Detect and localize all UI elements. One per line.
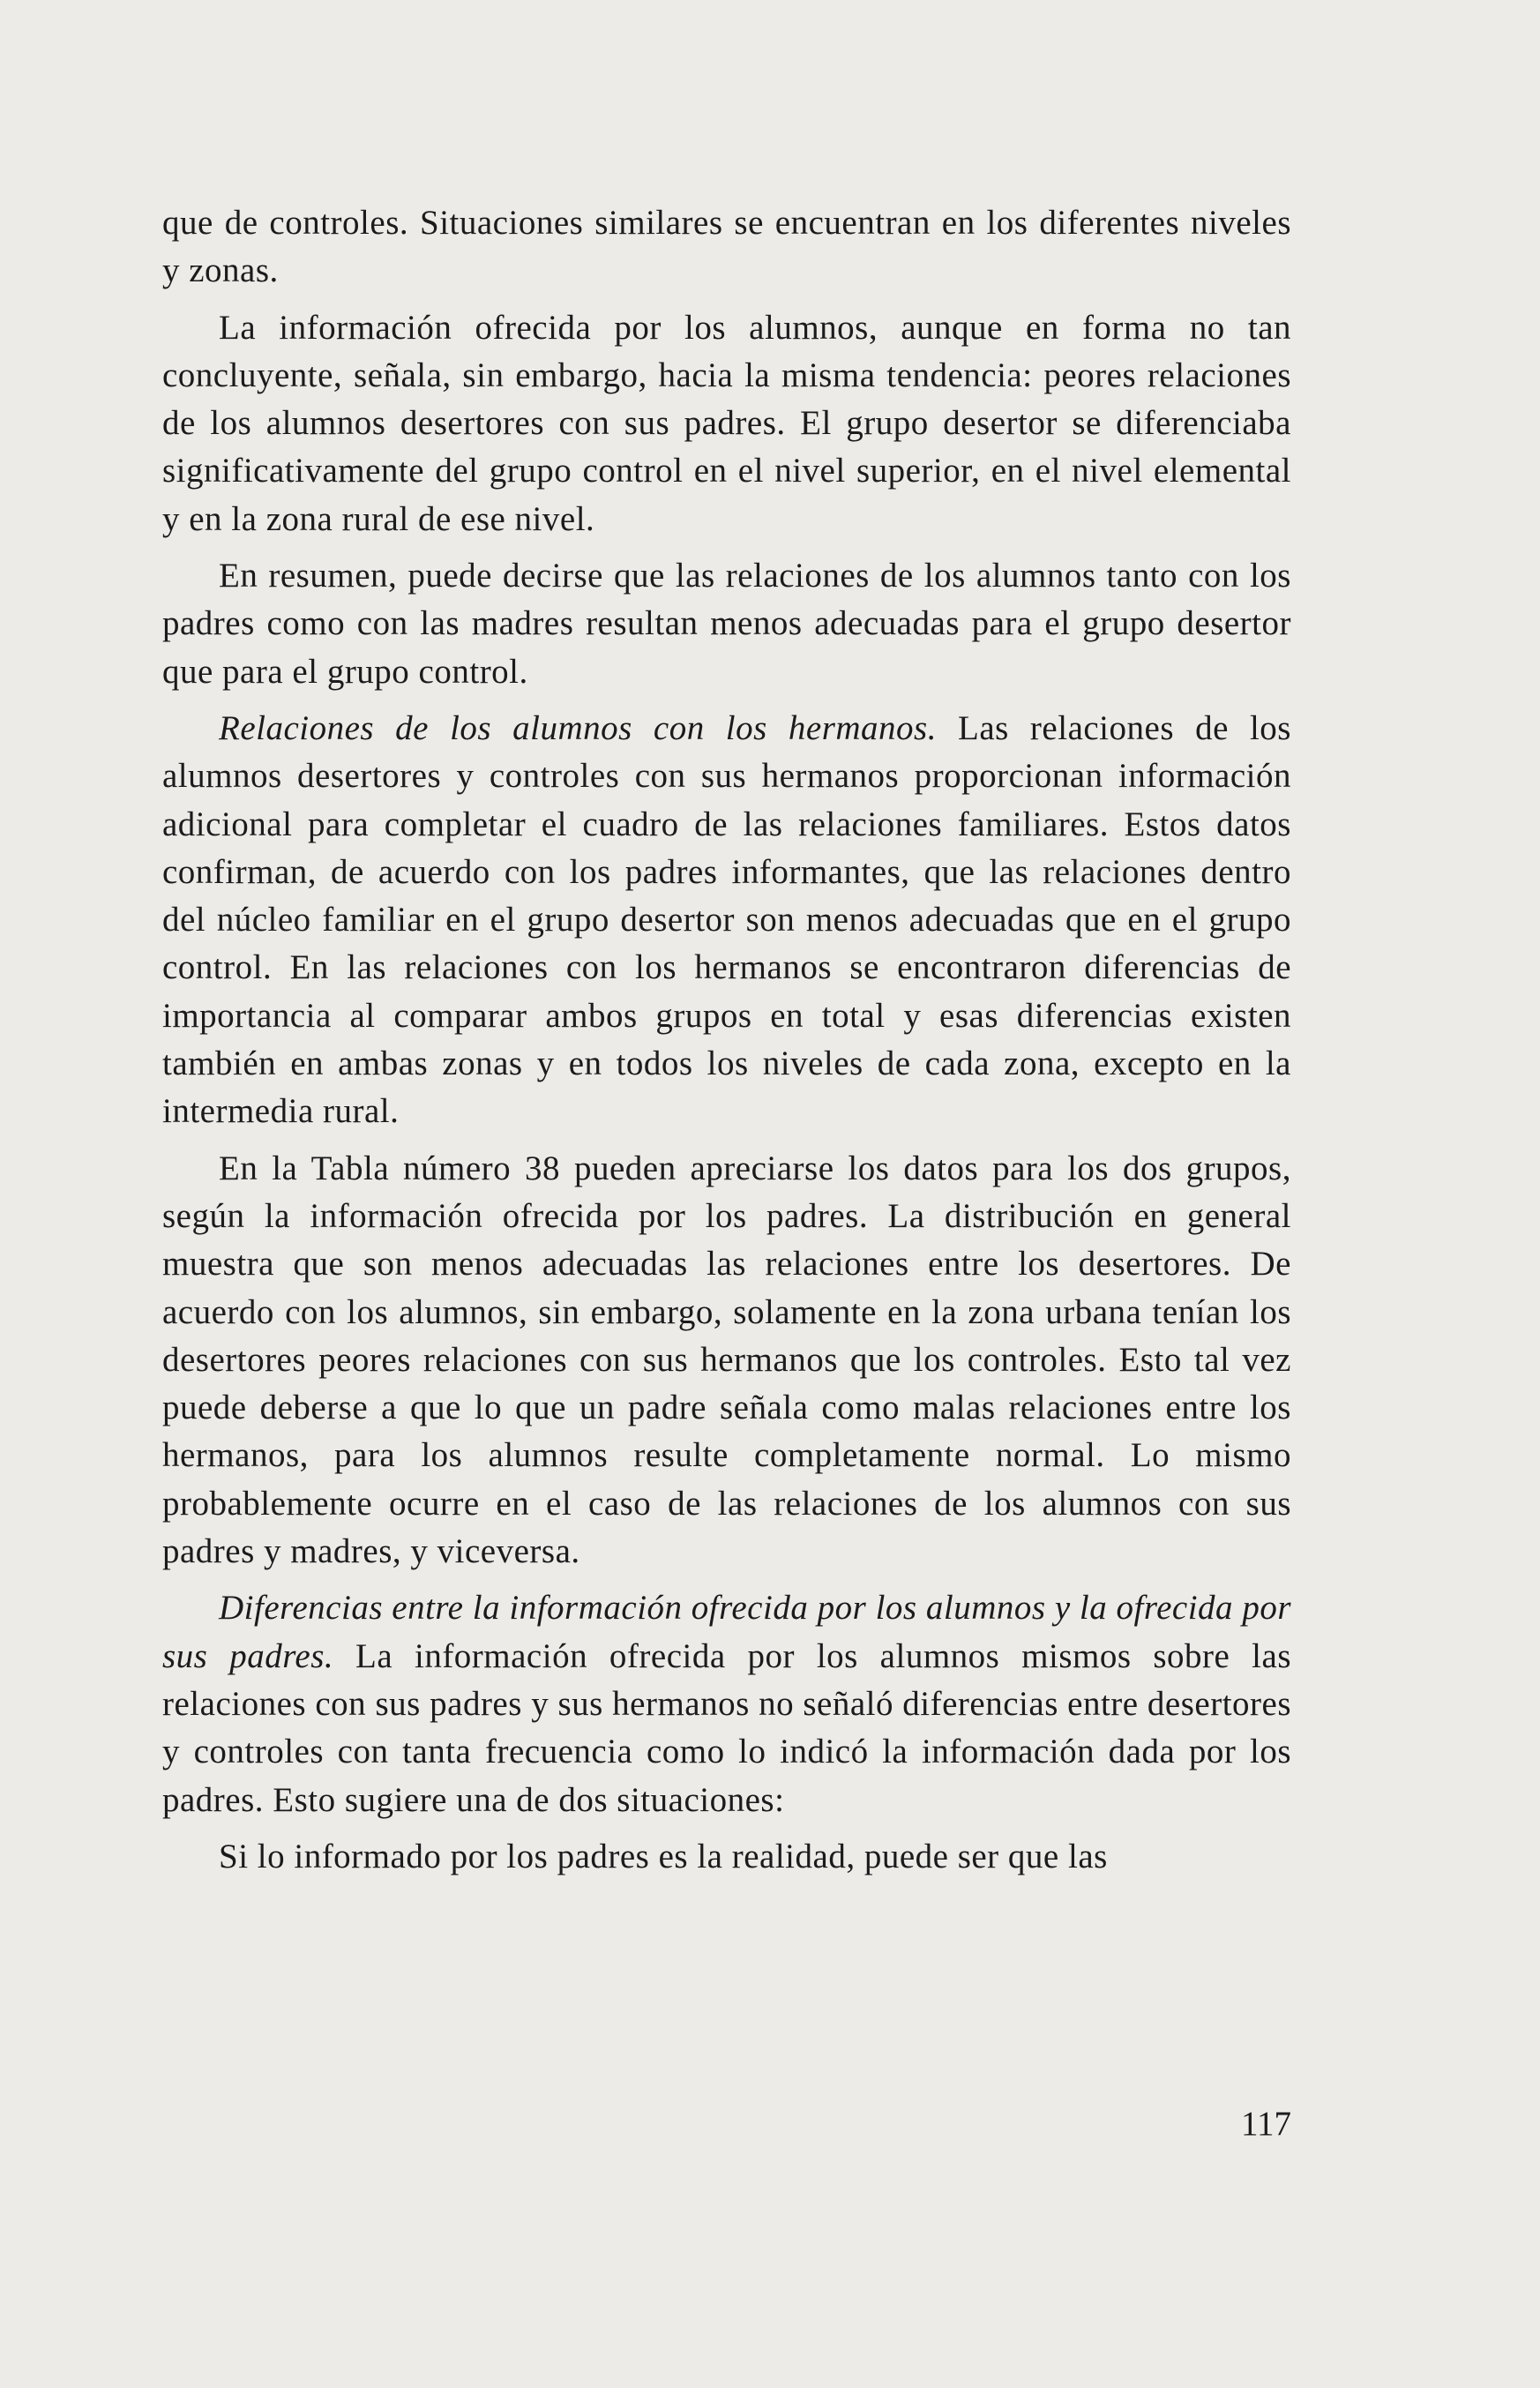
paragraph (162, 1833, 1291, 1881)
paragraph-text: La información ofrecida por los alumnos, aunque en forma no tan concluyente, señala, sin embargo, hacia la misma tendencia: peores relaciones de los alumnos desertores con sus padres. El grupo desertor se diferenciaba significativamente del grupo control en el nivel superior, en el nivel elemental y en la zona rural de ese nivel. (162, 308, 1291, 538)
paragraph-text: En resumen, puede decirse que las relaciones de los alumnos tanto con los padres como con las madres resultan menos adecuadas para el grupo desertor que para el grupo control. (162, 557, 1291, 691)
paragraph (162, 304, 1291, 543)
paragraph (162, 552, 1291, 696)
body-text (162, 199, 1291, 1881)
paragraph (162, 199, 1291, 296)
paragraph-text: La información ofrecida por los alumnos mismos sobre las relaciones con sus padres y sus hermanos no señaló diferencias entre desertores y controles con tanta frecuencia como lo indicó la información dada por los padres. Esto sugiere una de dos situaciones: (162, 1636, 1291, 1819)
paragraph-text: Las relaciones de los alumnos desertores y controles con sus hermanos proporcionan información adicional para completar el cuadro de las relaciones familiares. Estos datos confirman, de acuerdo con los padres informantes, que las relaciones dentro del núcleo familiar en el grupo desertor son menos adecuadas que en el grupo control. En las relaciones con los hermanos se encontraron diferencias de importancia al comparar ambos grupos en total y esas diferencias existen también en ambas zonas y en todos los niveles de cada zona, excepto en la intermedia rural. (162, 708, 1291, 1131)
page-number: 117 (1240, 2105, 1291, 2143)
paragraph (162, 705, 1291, 1136)
paragraph (162, 1145, 1291, 1576)
paragraph-heading: Diferencias entre la información ofrecida por los alumnos y la ofrecida por sus padres. (162, 1589, 1291, 1675)
paragraph-text: En la Tabla número 38 pueden apreciarse los datos para los dos grupos, según la información ofrecida por los padres. La distribución en general muestra que son menos adecuadas las relaciones entre los desertores. De acuerdo con los alumnos, sin embargo, solamente en la zona urbana tenían los desertores peores relaciones con sus hermanos que los controles. Esto tal vez puede deberse a que lo que un padre señala como malas relaciones entre los hermanos, para los alumnos resulte completamente normal. Lo mismo probablemente ocurre en el caso de las relaciones de los alumnos con sus padres y madres, y viceversa. (162, 1149, 1291, 1571)
paragraph-text: que de controles. Situaciones similares se encuentran en los diferentes niveles y zonas. (162, 204, 1291, 290)
paragraph-text: Si lo informado por los padres es la realidad, puede ser que las (219, 1837, 1108, 1875)
paragraph (162, 1584, 1291, 1823)
paragraph-heading: Relaciones de los alumnos con los hermanos. (219, 708, 937, 747)
